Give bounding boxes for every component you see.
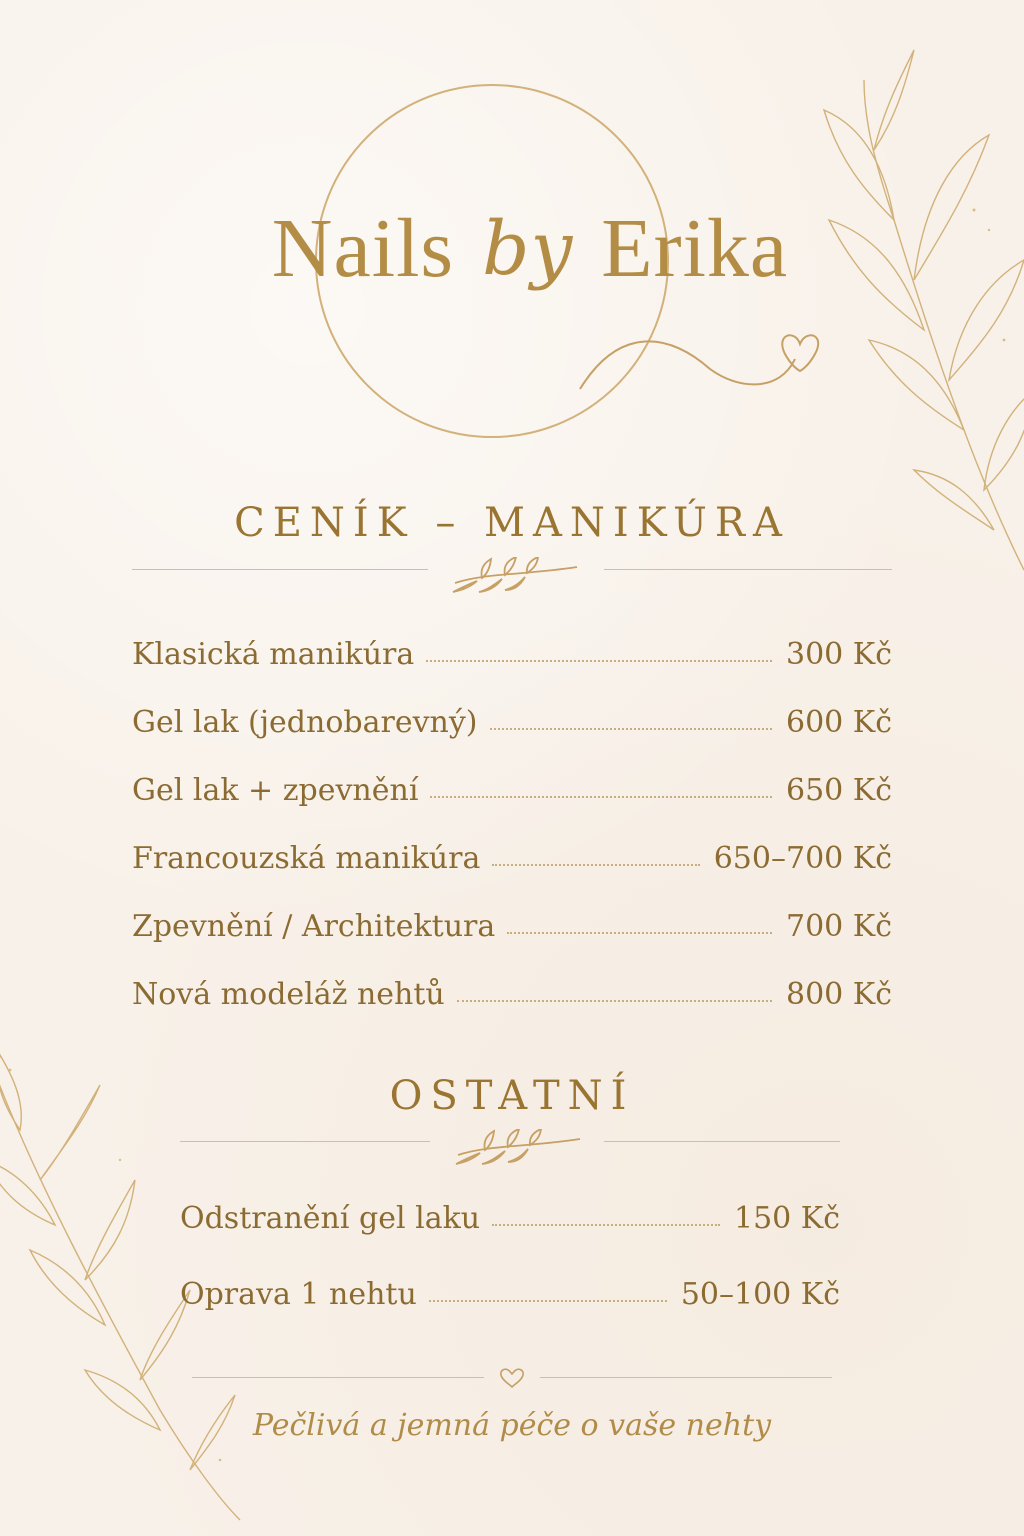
leader-dots: [507, 932, 772, 934]
leader-dots: [492, 1224, 720, 1226]
menu-item-price: 50–100 Kč: [680, 1277, 840, 1312]
menu-item-price: 650–700 Kč: [713, 841, 892, 876]
menu-item: [180, 1192, 840, 1236]
menu-item-label: Oprava 1 nehtu: [180, 1277, 417, 1312]
footer-divider-left: [192, 1377, 484, 1378]
leaf-sprig-icon: [450, 1129, 590, 1165]
menu-item-price: 700 Kč: [785, 909, 892, 944]
menu-item: [132, 900, 892, 944]
leader-dots: [429, 1300, 667, 1302]
divider-right: [604, 569, 892, 570]
footer-tagline: Pečlivá a jemná péče o vaše nehty: [252, 1408, 772, 1443]
menu-item: [132, 696, 892, 740]
leaf-sprig-icon: [447, 557, 587, 593]
leader-dots: [490, 728, 772, 730]
menu-item-label: Zpevnění / Architektura: [132, 909, 496, 944]
divider-right: [604, 1141, 840, 1142]
brand-name-part2: by: [482, 205, 574, 292]
menu-item-price: 650 Kč: [785, 773, 892, 808]
menu-item-price: 800 Kč: [785, 977, 892, 1012]
menu-item: [132, 764, 892, 808]
leader-dots: [492, 864, 699, 866]
menu-item-label: Odstranění gel laku: [180, 1201, 481, 1236]
leader-dots: [457, 1000, 772, 1002]
heart-swoosh-icon: [560, 309, 820, 419]
menu-item-label: Gel lak (jednobarevný): [132, 705, 478, 740]
menu-item-label: Francouzská manikúra: [132, 841, 481, 876]
menu-item: [132, 628, 892, 672]
heart-icon: [498, 1366, 526, 1390]
menu-item-label: Nová modeláž nehtů: [132, 977, 445, 1012]
leader-dots: [426, 660, 772, 662]
divider-left: [132, 569, 428, 570]
brand-name-part1: Nails: [271, 201, 455, 295]
section-title-manicure: CENÍK – MANIKÚRA: [234, 500, 790, 546]
brand-logo: [220, 84, 840, 444]
menu-item-price: 600 Kč: [785, 705, 892, 740]
menu-item-price: 150 Kč: [733, 1201, 840, 1236]
menu-item-price: 300 Kč: [785, 637, 892, 672]
footer-divider-right: [540, 1377, 832, 1378]
section-title-other: OSTATNÍ: [389, 1073, 635, 1119]
menu-item-label: Klasická manikúra: [132, 637, 415, 672]
leader-dots: [430, 796, 772, 798]
divider-left: [180, 1141, 430, 1142]
brand-name: [235, 199, 825, 295]
menu-item: [180, 1268, 840, 1312]
brand-name-part3: Erika: [601, 201, 789, 295]
menu-item: [132, 968, 892, 1012]
menu-item-label: Gel lak + zpevnění: [132, 773, 419, 808]
menu-item: [132, 832, 892, 876]
